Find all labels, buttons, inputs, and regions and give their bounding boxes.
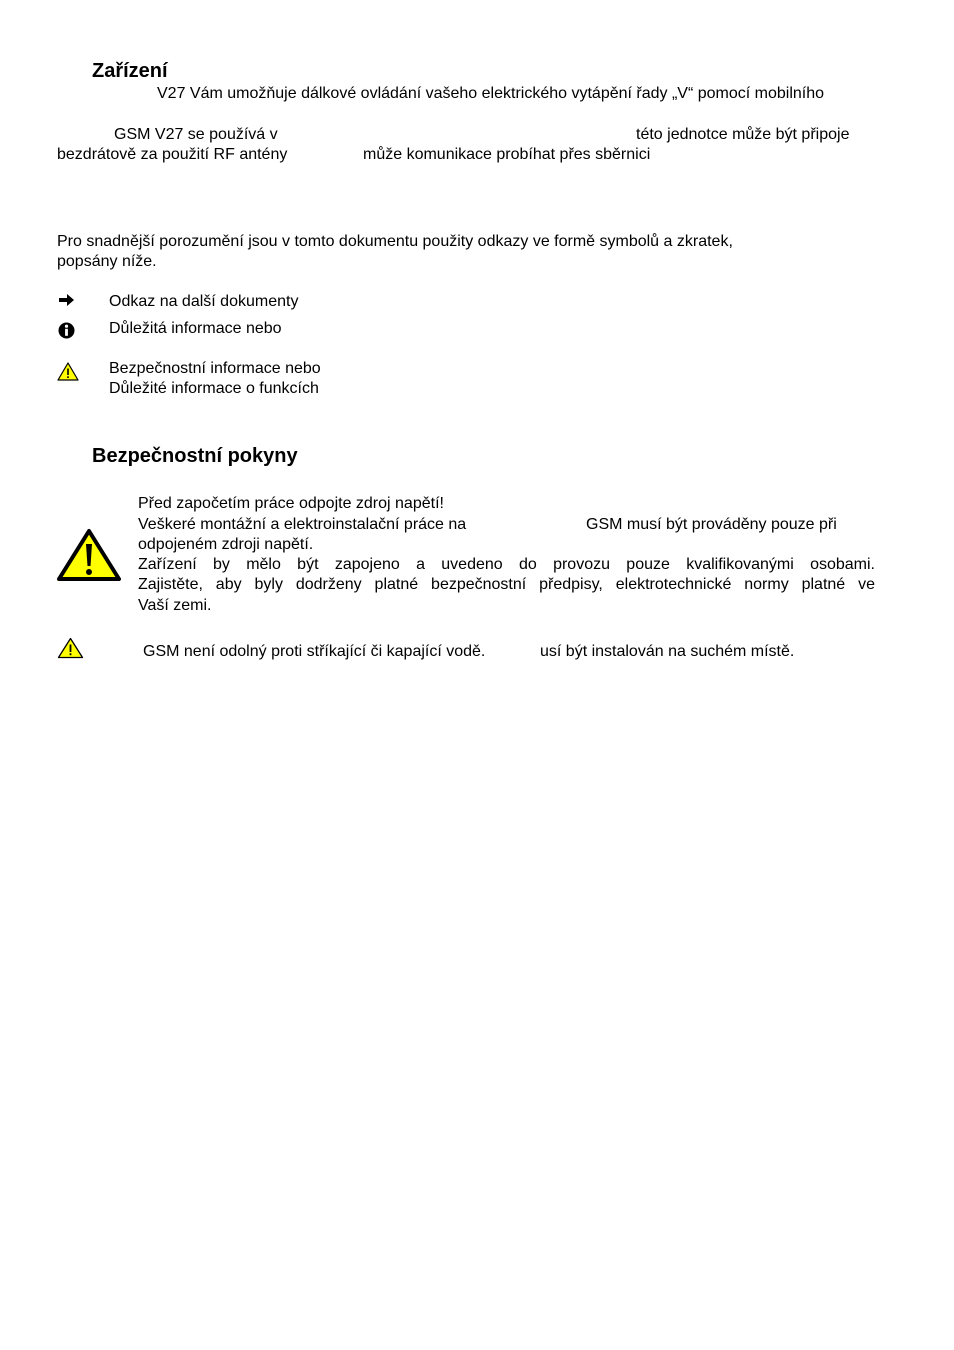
warning-icon [57, 362, 79, 381]
safety-text-line: GSM musí být prováděny pouze při [586, 516, 837, 533]
section-heading-safety: Bezpečnostní pokyny [92, 445, 298, 467]
symbol-item-label: Odkaz na další dokumenty [109, 293, 299, 310]
symbols-intro-line: popsány níže. [57, 253, 157, 270]
device-text-line: této jednotce může být připoje [636, 126, 850, 143]
safety-text-line: Zařízení by mělo být zapojeno a uvedeno do provozu pouze kvalifikovanými osobami. [138, 556, 875, 573]
device-text-line: může komunikace probíhat přes sběrnici [363, 146, 651, 163]
warning-large-icon [56, 528, 122, 582]
safety-text-line: Vaší zemi. [138, 597, 212, 614]
symbol-item-label: Důležitá informace nebo [109, 320, 282, 337]
section-heading-device: Zařízení [92, 60, 168, 82]
info-icon [58, 322, 75, 339]
device-text-line: GSM V27 se používá v [114, 126, 278, 143]
symbol-item-label: Důležité informace o funkcích [109, 380, 319, 397]
device-text-line: bezdrátově za použití RF antény [57, 146, 288, 163]
warning-icon [57, 637, 84, 659]
safety-text-line: odpojeném zdroji napětí. [138, 536, 314, 553]
symbols-intro-line: Pro snadnější porozumění jsou v tomto dokumentu použity odkazy ve formě symbolů a zkratek, [57, 233, 733, 250]
safety-note-text: GSM není odolný proti stříkající či kapající vodě. [143, 643, 486, 660]
symbol-item-label: Bezpečnostní informace nebo [109, 360, 321, 377]
safety-text-line: Před započetím práce odpojte zdroj napětí! [138, 495, 444, 512]
safety-note-text: usí být instalován na suchém místě. [540, 643, 795, 660]
safety-text-line: Zajistěte, aby byly dodrženy platné bezpečnostní předpisy, elektrotechnické normy platné ve [138, 576, 875, 593]
device-text-line: V27 Vám umožňuje dálkové ovládání vašeho elektrického vytápění řady „V“ pomocí mobilního [157, 85, 825, 102]
arrow-right-icon [58, 292, 76, 308]
safety-text-line: Veškeré montážní a elektroinstalační práce na [138, 516, 467, 533]
